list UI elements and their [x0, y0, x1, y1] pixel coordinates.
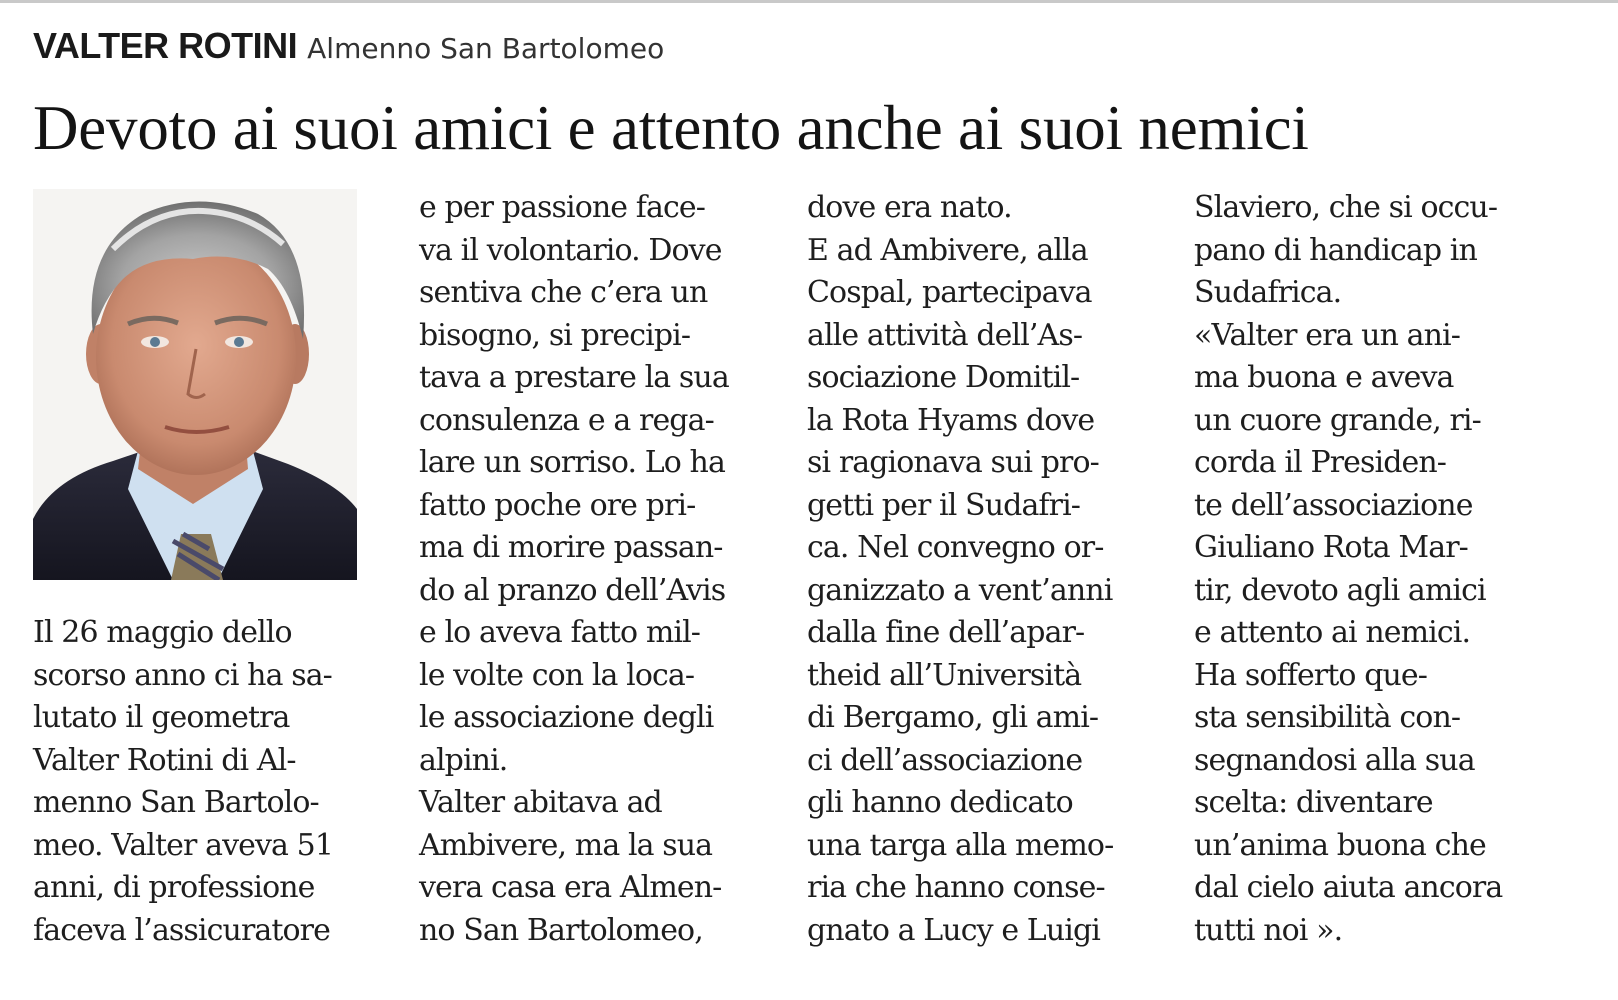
text-line: sociazione Domitil- — [807, 360, 1080, 395]
text-line: dalla fine dell’apar- — [807, 615, 1085, 650]
text-line: sta sensibilità con- — [1194, 700, 1461, 735]
text-line: la Rota Hyams dove — [807, 402, 1095, 438]
text-line: alle attività dell’As- — [807, 317, 1083, 353]
article-column-1 — [33, 612, 333, 952]
text-line: scorso anno ci ha sa- — [33, 657, 332, 693]
text-line: menno San Bartolo- — [33, 785, 319, 820]
text-line: Giuliano Rota Mar- — [1194, 530, 1468, 565]
text-line: tir, devoto agli amici — [1194, 572, 1486, 608]
text-line: dove era nato. — [807, 190, 1012, 225]
text-line: ma di morire passan- — [419, 530, 723, 565]
byline — [33, 22, 664, 78]
text-line: fatto poche ore pri- — [419, 487, 696, 523]
text-line: e attento ai nemici. — [1194, 615, 1471, 650]
text-line: te dell’associazione — [1194, 487, 1473, 523]
text-line: getti per il Sudafri- — [807, 487, 1080, 523]
text-line: segnandosi alla sua — [1194, 742, 1475, 778]
text-line: ria che hanno conse- — [807, 870, 1105, 905]
article-column-4 — [1194, 187, 1502, 952]
byline-place: Almenno San Bartolomeo — [307, 32, 665, 65]
text-line: Ambivere, ma la sua — [419, 827, 713, 863]
text-line: una targa alla memo- — [807, 827, 1114, 863]
text-line: lutato il geometra — [33, 700, 290, 735]
text-line: tutti noi ». — [1194, 912, 1343, 948]
text-line: do al pranzo dell’Avis — [419, 572, 726, 608]
text-line: lare un sorriso. Lo ha — [419, 445, 725, 480]
text-line: corda il Presiden- — [1194, 445, 1447, 480]
text-line: e per passione face- — [419, 190, 705, 225]
text-line: le volte con la loca- — [419, 657, 695, 693]
text-line: pano di handicap in — [1194, 232, 1477, 268]
text-line: si ragionava sui pro- — [807, 445, 1099, 480]
text-line: meo. Valter aveva 51 — [33, 827, 334, 863]
text-line: Slaviero, che si occu- — [1194, 190, 1498, 225]
article-column-2 — [419, 187, 729, 952]
headline: Devoto ai suoi amici e attento anche ai suoi nemici — [33, 93, 1309, 163]
text-line: alpini. — [419, 742, 508, 778]
text-line: dal cielo aiuta ancora — [1194, 870, 1503, 905]
text-line: anni, di professione — [33, 870, 315, 905]
byline-name: VALTER ROTINI — [33, 25, 298, 66]
text-line: Ha sofferto que- — [1194, 657, 1428, 693]
text-line: no San Bartolomeo, — [419, 912, 703, 948]
text-line: di Bergamo, gli ami- — [807, 700, 1099, 735]
text-line: un’anima buona che — [1194, 827, 1486, 863]
text-line: Cospal, partecipava — [807, 275, 1092, 310]
text-line: tava a prestare la sua — [419, 360, 729, 395]
article-column-3 — [807, 187, 1113, 952]
text-line: sentiva che c’era un — [419, 275, 708, 310]
text-line: e lo aveva fatto mil- — [419, 615, 701, 650]
text-line: ca. Nel convegno or- — [807, 530, 1104, 565]
text-line: theid all’Università — [807, 657, 1082, 693]
text-line: le associazione degli — [419, 700, 714, 735]
top-rule — [0, 0, 1618, 3]
text-line: Valter Rotini di Al- — [33, 742, 296, 778]
portrait-photo — [33, 189, 357, 580]
text-line: scelta: diventare — [1194, 785, 1433, 820]
text-line: consulenza e a rega- — [419, 402, 714, 438]
text-line: E ad Ambivere, alla — [807, 232, 1088, 268]
text-line: Sudafrica. — [1194, 275, 1342, 310]
text-line: va il volontario. Dove — [419, 232, 722, 268]
text-line: Valter abitava ad — [419, 785, 662, 820]
text-line: ci dell’associazione — [807, 742, 1083, 778]
text-line: gli hanno dedicato — [807, 785, 1073, 820]
text-line: ganizzato a vent’anni — [807, 572, 1113, 608]
text-line: gnato a Lucy e Luigi — [807, 912, 1100, 948]
text-line: ma buona e aveva — [1194, 360, 1454, 395]
text-line: bisogno, si precipi- — [419, 317, 691, 353]
text-line: faceva l’assicuratore — [33, 912, 330, 948]
text-line: un cuore grande, ri- — [1194, 402, 1481, 438]
text-line: «Valter era un ani- — [1194, 317, 1460, 353]
text-line: vera casa era Almen- — [419, 870, 722, 905]
text-line: Il 26 maggio dello — [33, 615, 292, 650]
